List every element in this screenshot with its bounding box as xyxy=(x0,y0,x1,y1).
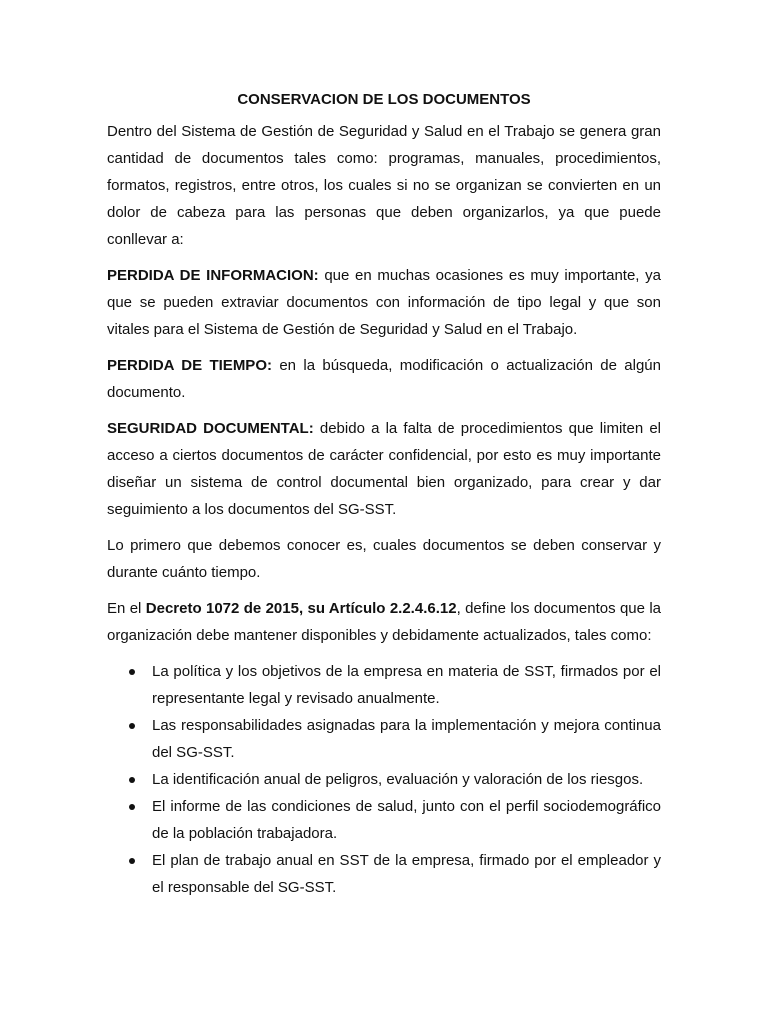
list-item-text: La identificación anual de peligros, evaluación y valoración de los riesgos. xyxy=(152,771,644,788)
bullet-icon xyxy=(129,669,135,675)
list-item xyxy=(107,847,661,901)
list-item xyxy=(107,712,661,766)
item-text: en la búsqueda, modificación o actualización de algún documento. xyxy=(107,357,661,401)
list-item xyxy=(107,766,661,793)
item-paragraph-seguridad xyxy=(107,415,661,523)
document-title: CONSERVACION DE LOS DOCUMENTOS xyxy=(237,91,531,108)
document-list xyxy=(107,658,661,901)
item-text: debido a la falta de procedimientos que limiten el acceso a ciertos documentos de carácter confidencial, por esto es muy importante diseñar un sistema de control documental bien organizado, para crear y dar seguimiento a los documentos del SG-SST. xyxy=(107,420,661,518)
question-paragraph: Lo primero que debemos conocer es, cuales documentos se deben conservar y durante cuánto tiempo. xyxy=(107,537,661,581)
bullet-icon xyxy=(129,777,135,783)
item-label: PERDIDA DE INFORMACION: xyxy=(107,267,319,284)
list-item xyxy=(107,793,661,847)
decree-prefix: En el xyxy=(107,600,146,617)
decree-reference: Decreto 1072 de 2015, su Artículo 2.2.4.6.12 xyxy=(145,600,457,617)
list-item-text: La política y los objetivos de la empresa en materia de SST, firmados por el representante legal y revisado anualmente. xyxy=(152,663,661,707)
list-item-text: El plan de trabajo anual en SST de la empresa, firmado por el empleador y el responsable del SG-SST. xyxy=(152,852,661,896)
item-label: SEGURIDAD DOCUMENTAL: xyxy=(107,420,314,437)
list-item xyxy=(107,658,661,712)
bullet-icon xyxy=(129,723,135,729)
list-item-text: Las responsabilidades asignadas para la implementación y mejora continua del SG-SST. xyxy=(152,717,661,761)
bullet-icon xyxy=(129,804,135,810)
decree-paragraph xyxy=(107,595,661,649)
item-paragraph-informacion xyxy=(107,262,661,343)
decree-suffix: , define los documentos que la organización debe mantener disponibles y debidamente actualizados, tales como: xyxy=(107,600,662,644)
item-paragraph-tiempo xyxy=(107,352,661,406)
item-text: que en muchas ocasiones es muy importante, ya que se pueden extraviar documentos con información de tipo legal y que son vitales para el Sistema de Gestión de Seguridad y Salud en el Trabajo. xyxy=(107,267,661,338)
list-item-text: El informe de las condiciones de salud, junto con el perfil sociodemográfico de la población trabajadora. xyxy=(152,798,661,842)
item-label: PERDIDA DE TIEMPO: xyxy=(107,357,272,374)
intro-paragraph: Dentro del Sistema de Gestión de Seguridad y Salud en el Trabajo se genera gran cantidad de documentos tales como: programas, manuales, procedimientos, formatos, registros, entre otros, los cuales si no se organizan se convierten en un dolor de cabeza para las personas que deben organizarlos, ya que puede conllevar a: xyxy=(107,123,661,248)
bullet-icon xyxy=(129,858,135,864)
